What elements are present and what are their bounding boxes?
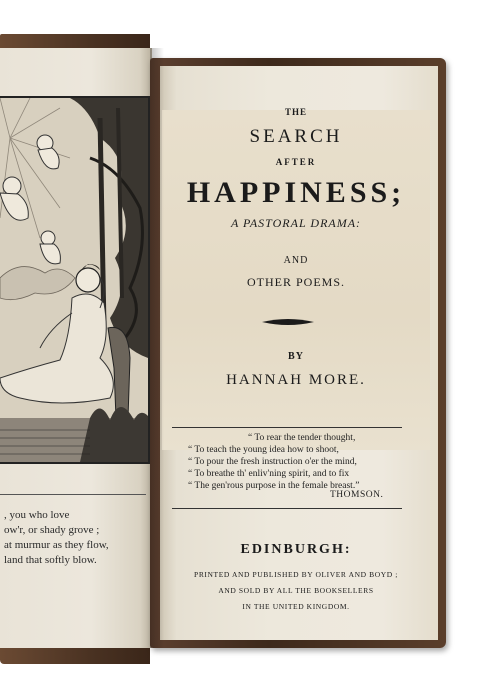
title-by: BY [288,351,304,362]
title-the: THE [284,107,307,117]
imprint-line: AND SOLD BY ALL THE BOOKSELLERS [218,586,374,595]
engraving-illustration [0,98,148,462]
title-and: AND [283,255,309,266]
epigraph-line: “ To pour the fresh instruction o'er the mind, [188,457,357,467]
epigraph-line: “ To teach the young idea how to shoot, [188,445,339,455]
title-after: AFTER [275,157,317,167]
verse-line: at murmur as they flow, [4,539,109,551]
verse-line: , you who love [4,509,70,521]
epigraph-top-rule [172,427,402,428]
subtitle: A PASTORAL DRAMA: [230,216,362,230]
imprint-line: IN THE UNITED KINGDOM. [242,602,350,611]
epigraph-attribution: THOMSON. [330,490,384,500]
author-name: HANNAH MORE. [226,372,366,388]
epigraph-line: “ The gen'rous purpose in the female breast.” [188,481,360,491]
epigraph-line: “ To rear the tender thought, [248,433,356,443]
left-page-rule [0,494,146,495]
title-other-poems: OTHER POEMS. [246,275,345,289]
epigraph-bottom-rule [172,508,402,509]
verse-line: ow'r, or shady grove ; [4,524,100,536]
title-happiness: HAPPINESS; [186,176,406,209]
left-page-verse [4,508,150,568]
imprint-city: EDINBURGH: [240,542,352,557]
title-search: SEARCH [249,126,343,147]
frontispiece-engraving [0,96,150,464]
imprint-line: PRINTED AND PUBLISHED BY OLIVER AND BOYD ; [194,570,398,579]
ornament-divider [262,318,314,326]
verse-line: land that softly blow. [4,554,97,566]
epigraph [188,432,402,492]
epigraph-line: “ To breathe th' enliv'ning spirit, and to fix [188,469,350,479]
